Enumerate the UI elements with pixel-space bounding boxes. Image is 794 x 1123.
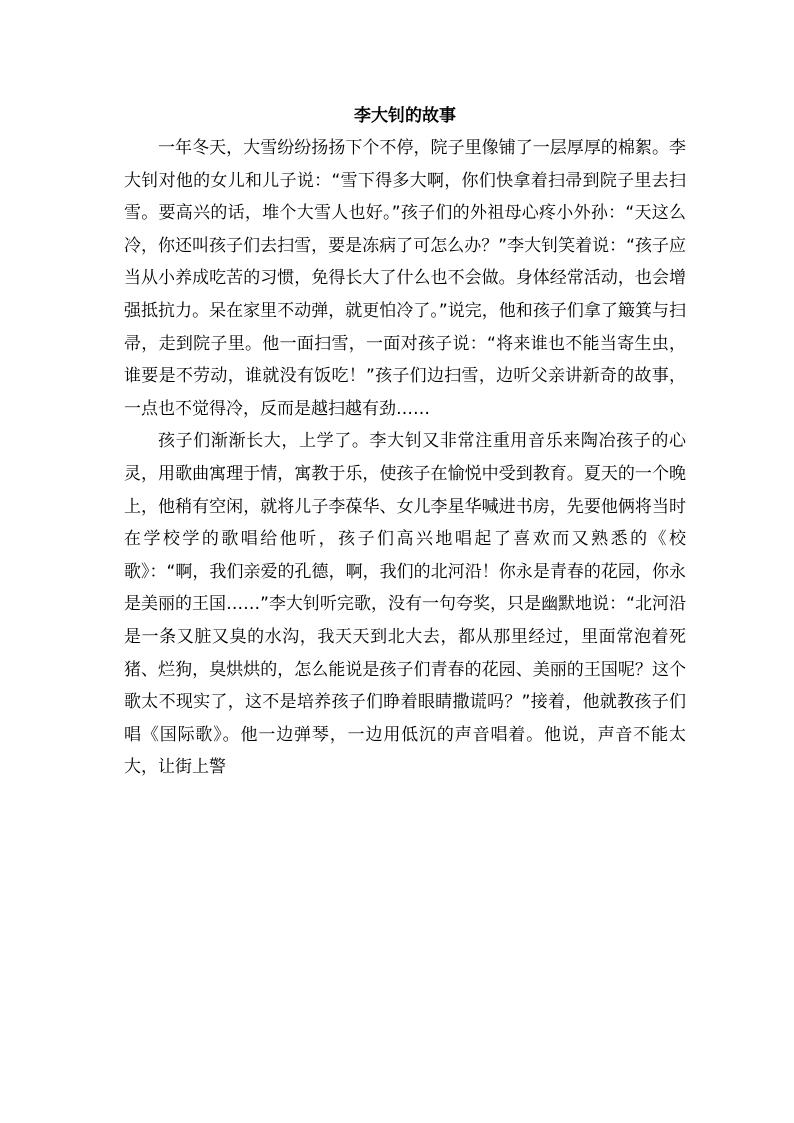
paragraph-1: 一年冬天，大雪纷纷扬扬下个不停，院子里像铺了一层厚厚的棉絮。李大钊对他的女儿和儿子说：“雪下得多大啊，你们快拿着扫帚到院子里去扫雪。要高兴的话，堆个大雪人也好。”孩子们的外祖母心疼小外孙：“天这么冷，你还叫孩子们去扫雪，要是冻病了可怎么办？”李大钊笑着说：“孩子应当从小养成吃苦的习惯，免得长大了什么也不会做。身体经常活动，也会增强抵抗力。呆在家里不动弹，就更怕冷了。”说完，他和孩子们拿了簸箕与扫帚，走到院子里。他一面扫雪，一面对孩子说：“将来谁也不能当寄生虫，谁要是不劳动，谁就没有饭吃！”孩子们边扫雪，边听父亲讲新奇的故事，一点也不觉得冷，反而是越扫越有劲…… xyxy=(124,138,686,419)
document-title: 李大钊的故事 xyxy=(354,106,456,126)
paragraph-2: 孩子们渐渐长大，上学了。李大钊又非常注重用音乐来陶冶孩子的心灵，用歌曲寓理于情，寓教于乐，使孩子在愉悦中受到教育。夏天的一个晚上，他稍有空闲，就将儿子李葆华、女儿李星华喊进书房，先要他俩将当时在学校学的歌唱给他听，孩子们高兴地唱起了喜欢而又熟悉的《校歌》：“啊，我们亲爱的孔德，啊，我们的北河沿！你永是青春的花园，你永是美丽的王国……”李大钊听完歌，没有一句夸奖，只是幽默地说：“北河沿是一条又脏又臭的水沟，我天天到北大去，都从那里经过，里面常泡着死猪、烂狗，臭烘烘的，怎么能说是孩子们青春的花园、美丽的王国呢？这个歌太不现实了，这不是培养孩子们睁着眼睛撒谎吗？”接着，他就教孩子们唱《国际歌》。他一边弹琴，一边用低沉的声音唱着。他说，声音不能太大，让街上警 xyxy=(124,431,686,778)
document-body xyxy=(124,100,686,784)
